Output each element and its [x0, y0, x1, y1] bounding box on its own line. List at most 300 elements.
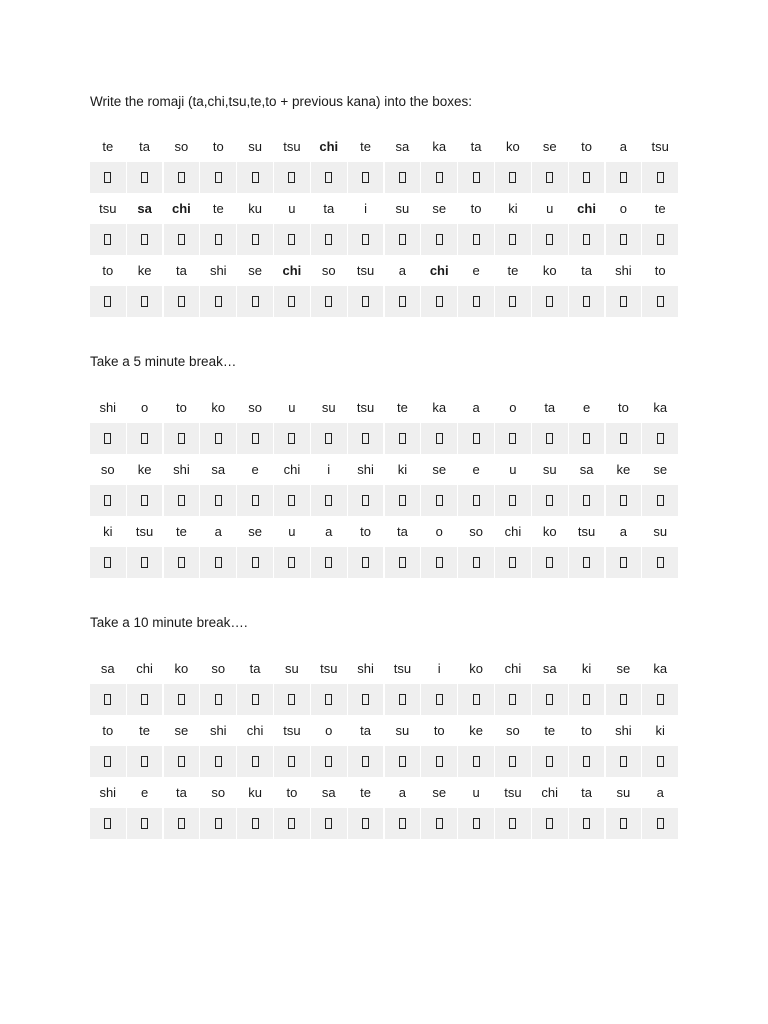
empty-box-glyph-icon [325, 756, 332, 767]
answer-box-cell[interactable] [274, 423, 310, 454]
empty-box-glyph-icon [546, 495, 553, 506]
romaji-cell: e [127, 777, 163, 808]
empty-box-glyph-icon [509, 557, 516, 568]
answer-box-cell[interactable] [642, 684, 678, 715]
romaji-cell: te [127, 715, 163, 746]
answer-box-cell[interactable] [606, 684, 642, 715]
romaji-cell: u [495, 454, 531, 485]
empty-box-glyph-icon [215, 557, 222, 568]
answer-box-cell[interactable] [348, 286, 384, 317]
empty-box-glyph-icon [252, 433, 259, 444]
empty-box-glyph-icon [620, 557, 627, 568]
answer-box-cell[interactable] [200, 808, 236, 839]
answer-box-cell[interactable] [127, 684, 163, 715]
romaji-cell: shi [200, 255, 236, 286]
answer-box-cell[interactable] [458, 224, 494, 255]
empty-box-glyph-icon [657, 433, 664, 444]
romaji-cell: to [90, 255, 126, 286]
answer-box-cell[interactable] [237, 286, 273, 317]
empty-box-glyph-icon [288, 495, 295, 506]
empty-box-glyph-icon [657, 756, 664, 767]
empty-box-glyph-icon [436, 433, 443, 444]
answer-box-cell[interactable] [311, 286, 347, 317]
empty-box-glyph-icon [620, 172, 627, 183]
answer-box-cell[interactable] [90, 423, 126, 454]
answer-box-cell[interactable] [385, 162, 421, 193]
empty-box-glyph-icon [473, 172, 480, 183]
answer-box-cell[interactable] [90, 746, 126, 777]
answer-box-cell[interactable] [200, 162, 236, 193]
answer-box-cell[interactable] [495, 485, 531, 516]
empty-box-glyph-icon [215, 818, 222, 829]
answer-box-cell[interactable] [532, 162, 568, 193]
empty-box-glyph-icon [215, 694, 222, 705]
answer-box-cell[interactable] [237, 162, 273, 193]
answer-box-cell[interactable] [642, 547, 678, 578]
romaji-cell: tsu [569, 516, 605, 547]
answer-box-cell[interactable] [348, 547, 384, 578]
romaji-cell: su [274, 653, 310, 684]
empty-box-glyph-icon [288, 234, 295, 245]
romaji-cell: se [606, 653, 642, 684]
answer-box-cell[interactable] [164, 162, 200, 193]
romaji-cell: o [421, 516, 457, 547]
answer-box-cell[interactable] [642, 485, 678, 516]
answer-box-cell[interactable] [90, 162, 126, 193]
romaji-cell: so [164, 131, 200, 162]
romaji-cell: to [274, 777, 310, 808]
answer-box-cell[interactable] [237, 684, 273, 715]
answer-box-cell[interactable] [200, 547, 236, 578]
romaji-cell: shi [348, 653, 384, 684]
romaji-cell: te [495, 255, 531, 286]
empty-box-glyph-icon [620, 818, 627, 829]
romaji-cell: chi [164, 193, 200, 224]
romaji-cell: tsu [274, 131, 310, 162]
answer-box-cell[interactable] [90, 808, 126, 839]
answer-box-cell[interactable] [569, 423, 605, 454]
answer-box-cell[interactable] [421, 746, 457, 777]
answer-box-cell[interactable] [606, 162, 642, 193]
empty-box-glyph-icon [583, 694, 590, 705]
answer-box-cell[interactable] [458, 423, 494, 454]
answer-box-cell[interactable] [385, 746, 421, 777]
answer-box-cell[interactable] [532, 684, 568, 715]
romaji-cell: to [458, 193, 494, 224]
empty-box-glyph-icon [473, 756, 480, 767]
empty-box-glyph-icon [141, 433, 148, 444]
answer-box-cell[interactable] [458, 808, 494, 839]
answer-box-cell[interactable] [127, 808, 163, 839]
romaji-cell: chi [274, 255, 310, 286]
answer-box-cell[interactable] [311, 684, 347, 715]
answer-box-cell[interactable] [127, 485, 163, 516]
romaji-cell: e [237, 454, 273, 485]
answer-box-cell[interactable] [495, 224, 531, 255]
romaji-cell: u [274, 193, 310, 224]
kana-practice-table [90, 653, 678, 839]
romaji-cell: se [237, 516, 273, 547]
answer-box-cell[interactable] [495, 286, 531, 317]
answer-box-cell[interactable] [606, 547, 642, 578]
answer-box-cell[interactable] [606, 746, 642, 777]
empty-box-glyph-icon [399, 756, 406, 767]
romaji-cell: shi [90, 777, 126, 808]
answer-box-cell[interactable] [164, 684, 200, 715]
romaji-cell: to [421, 715, 457, 746]
empty-box-glyph-icon [104, 495, 111, 506]
answer-box-cell[interactable] [127, 224, 163, 255]
answer-box-cell[interactable] [458, 162, 494, 193]
romaji-cell: ke [606, 454, 642, 485]
answer-box-cell[interactable] [127, 746, 163, 777]
romaji-cell: ka [642, 392, 678, 423]
romaji-cell: ta [458, 131, 494, 162]
answer-box-cell[interactable] [421, 224, 457, 255]
answer-box-cell[interactable] [606, 423, 642, 454]
answer-box-cell[interactable] [385, 547, 421, 578]
empty-box-glyph-icon [620, 296, 627, 307]
empty-box-glyph-icon [657, 694, 664, 705]
answer-box-cell[interactable] [200, 485, 236, 516]
romaji-cell: so [90, 454, 126, 485]
empty-box-glyph-icon [104, 296, 111, 307]
answer-box-cell[interactable] [237, 423, 273, 454]
empty-box-glyph-icon [215, 172, 222, 183]
answer-box-cell[interactable] [164, 485, 200, 516]
answer-box-cell[interactable] [348, 224, 384, 255]
romaji-cell: so [311, 255, 347, 286]
romaji-cell: a [606, 131, 642, 162]
empty-box-glyph-icon [104, 172, 111, 183]
answer-box-cell[interactable] [569, 162, 605, 193]
empty-box-glyph-icon [141, 296, 148, 307]
answer-box-cell[interactable] [385, 808, 421, 839]
answer-box-cell[interactable] [458, 746, 494, 777]
empty-box-glyph-icon [509, 172, 516, 183]
empty-box-glyph-icon [399, 433, 406, 444]
answer-box-cell[interactable] [421, 808, 457, 839]
romaji-cell: a [385, 255, 421, 286]
answer-box-cell[interactable] [532, 485, 568, 516]
empty-box-glyph-icon [252, 296, 259, 307]
answer-box-cell[interactable] [642, 224, 678, 255]
answer-box-cell[interactable] [606, 286, 642, 317]
empty-box-glyph-icon [473, 694, 480, 705]
answer-box-cell[interactable] [348, 162, 384, 193]
answer-box-cell[interactable] [532, 423, 568, 454]
empty-box-glyph-icon [583, 818, 590, 829]
romaji-cell: ka [421, 392, 457, 423]
answer-box-cell[interactable] [385, 224, 421, 255]
romaji-cell: chi [237, 715, 273, 746]
answer-box-cell[interactable] [495, 746, 531, 777]
answer-box-cell[interactable] [348, 485, 384, 516]
empty-box-glyph-icon [583, 495, 590, 506]
answer-box-cell[interactable] [127, 286, 163, 317]
empty-box-glyph-icon [362, 557, 369, 568]
empty-box-glyph-icon [436, 296, 443, 307]
answer-box-cell[interactable] [606, 485, 642, 516]
empty-box-glyph-icon [104, 557, 111, 568]
answer-box-cell[interactable] [164, 808, 200, 839]
romaji-cell: to [200, 131, 236, 162]
empty-box-glyph-icon [362, 234, 369, 245]
answer-box-cell[interactable] [421, 286, 457, 317]
empty-box-glyph-icon [104, 818, 111, 829]
romaji-cell: o [495, 392, 531, 423]
answer-box-cell[interactable] [200, 286, 236, 317]
romaji-cell: a [311, 516, 347, 547]
answer-box-cell[interactable] [495, 162, 531, 193]
romaji-cell: tsu [495, 777, 531, 808]
romaji-cell: chi [569, 193, 605, 224]
answer-box-cell[interactable] [385, 423, 421, 454]
answer-box-cell[interactable] [569, 746, 605, 777]
answer-box-cell[interactable] [495, 423, 531, 454]
answer-box-cell[interactable] [458, 684, 494, 715]
answer-box-cell[interactable] [164, 286, 200, 317]
empty-box-glyph-icon [252, 495, 259, 506]
answer-box-cell[interactable] [237, 224, 273, 255]
romaji-cell: u [532, 193, 568, 224]
empty-box-glyph-icon [473, 234, 480, 245]
answer-box-cell[interactable] [237, 808, 273, 839]
answer-box-cell[interactable] [311, 162, 347, 193]
empty-box-glyph-icon [546, 694, 553, 705]
answer-box-cell[interactable] [90, 485, 126, 516]
romaji-cell: ki [495, 193, 531, 224]
romaji-cell: e [458, 255, 494, 286]
answer-box-cell[interactable] [90, 224, 126, 255]
romaji-cell: chi [532, 777, 568, 808]
romaji-cell: ta [127, 131, 163, 162]
answer-box-cell[interactable] [495, 547, 531, 578]
answer-box-cell[interactable] [385, 286, 421, 317]
romaji-cell: chi [495, 653, 531, 684]
romaji-cell: te [385, 392, 421, 423]
answer-box-cell[interactable] [311, 808, 347, 839]
answer-box-cell[interactable] [569, 684, 605, 715]
answer-box-cell[interactable] [348, 746, 384, 777]
romaji-cell: chi [311, 131, 347, 162]
romaji-cell: shi [200, 715, 236, 746]
answer-box-cell[interactable] [274, 746, 310, 777]
romaji-cell: se [532, 131, 568, 162]
empty-box-glyph-icon [288, 818, 295, 829]
answer-box-cell[interactable] [532, 547, 568, 578]
answer-box-cell[interactable] [385, 485, 421, 516]
answer-box-cell[interactable] [532, 286, 568, 317]
empty-box-glyph-icon [288, 694, 295, 705]
empty-box-glyph-icon [657, 818, 664, 829]
answer-box-cell[interactable] [274, 162, 310, 193]
empty-box-glyph-icon [657, 172, 664, 183]
romaji-cell: ke [458, 715, 494, 746]
answer-box-cell[interactable] [569, 547, 605, 578]
romaji-cell: te [164, 516, 200, 547]
romaji-cell: se [421, 777, 457, 808]
answer-box-cell[interactable] [200, 224, 236, 255]
answer-box-cell[interactable] [569, 286, 605, 317]
empty-box-glyph-icon [657, 234, 664, 245]
romaji-cell: ku [237, 777, 273, 808]
romaji-cell: chi [495, 516, 531, 547]
answer-box-cell[interactable] [532, 808, 568, 839]
answer-box-cell[interactable] [274, 485, 310, 516]
answer-box-cell[interactable] [237, 746, 273, 777]
romaji-cell: o [606, 193, 642, 224]
empty-box-glyph-icon [325, 234, 332, 245]
empty-box-glyph-icon [657, 495, 664, 506]
romaji-cell: ta [164, 255, 200, 286]
empty-box-glyph-icon [620, 234, 627, 245]
answer-box-cell[interactable] [348, 808, 384, 839]
empty-box-glyph-icon [362, 818, 369, 829]
empty-box-glyph-icon [325, 433, 332, 444]
answer-box-cell[interactable] [311, 224, 347, 255]
answer-box-cell[interactable] [274, 286, 310, 317]
answer-box-cell[interactable] [164, 547, 200, 578]
romaji-cell: ta [569, 255, 605, 286]
romaji-cell: shi [348, 454, 384, 485]
answer-box-cell[interactable] [200, 684, 236, 715]
answer-box-cell[interactable] [237, 547, 273, 578]
answer-box-cell[interactable] [458, 286, 494, 317]
romaji-cell: to [90, 715, 126, 746]
romaji-cell: ko [532, 516, 568, 547]
empty-box-glyph-icon [252, 234, 259, 245]
empty-box-glyph-icon [178, 296, 185, 307]
answer-box-cell[interactable] [200, 746, 236, 777]
empty-box-glyph-icon [252, 756, 259, 767]
answer-box-cell[interactable] [458, 485, 494, 516]
romaji-cell: o [311, 715, 347, 746]
answer-box-cell[interactable] [421, 547, 457, 578]
empty-box-glyph-icon [399, 694, 406, 705]
answer-box-cell[interactable] [569, 808, 605, 839]
answer-box-cell[interactable] [495, 684, 531, 715]
answer-box-cell[interactable] [237, 485, 273, 516]
romaji-cell: tsu [127, 516, 163, 547]
answer-box-cell[interactable] [532, 224, 568, 255]
answer-box-cell[interactable] [606, 808, 642, 839]
romaji-cell: tsu [385, 653, 421, 684]
answer-box-cell[interactable] [311, 547, 347, 578]
romaji-cell: ka [421, 131, 457, 162]
answer-box-cell[interactable] [642, 286, 678, 317]
answer-box-cell[interactable] [421, 423, 457, 454]
empty-box-glyph-icon [215, 495, 222, 506]
answer-box-cell[interactable] [642, 162, 678, 193]
romaji-cell: a [385, 777, 421, 808]
answer-box-cell[interactable] [90, 286, 126, 317]
romaji-cell: te [348, 777, 384, 808]
answer-box-cell[interactable] [274, 808, 310, 839]
answer-box-cell[interactable] [642, 423, 678, 454]
answer-box-cell[interactable] [274, 224, 310, 255]
empty-box-glyph-icon [583, 172, 590, 183]
romaji-cell: su [385, 193, 421, 224]
answer-box-cell[interactable] [458, 547, 494, 578]
answer-box-cell[interactable] [127, 547, 163, 578]
answer-box-cell[interactable] [348, 684, 384, 715]
romaji-cell: ku [237, 193, 273, 224]
answer-box-cell[interactable] [311, 746, 347, 777]
empty-box-glyph-icon [546, 172, 553, 183]
answer-box-cell[interactable] [421, 684, 457, 715]
answer-box-cell[interactable] [421, 485, 457, 516]
empty-box-glyph-icon [436, 818, 443, 829]
break-note-5min: Take a 5 minute break… [90, 354, 237, 369]
romaji-cell: tsu [348, 255, 384, 286]
answer-box-cell[interactable] [642, 746, 678, 777]
empty-box-glyph-icon [546, 756, 553, 767]
romaji-cell: te [200, 193, 236, 224]
answer-box-cell[interactable] [127, 162, 163, 193]
answer-box-cell[interactable] [90, 547, 126, 578]
romaji-cell: tsu [642, 131, 678, 162]
empty-box-glyph-icon [178, 756, 185, 767]
empty-box-glyph-icon [178, 557, 185, 568]
empty-box-glyph-icon [178, 234, 185, 245]
empty-box-glyph-icon [509, 234, 516, 245]
answer-box-cell[interactable] [274, 684, 310, 715]
answer-box-cell[interactable] [274, 547, 310, 578]
answer-box-cell[interactable] [569, 224, 605, 255]
answer-box-cell[interactable] [164, 224, 200, 255]
romaji-cell: ta [311, 193, 347, 224]
empty-box-glyph-icon [473, 557, 480, 568]
empty-box-glyph-icon [620, 495, 627, 506]
answer-box-cell[interactable] [385, 684, 421, 715]
romaji-cell: shi [606, 255, 642, 286]
romaji-cell: shi [164, 454, 200, 485]
answer-box-cell[interactable] [164, 746, 200, 777]
empty-box-glyph-icon [178, 495, 185, 506]
romaji-cell: to [606, 392, 642, 423]
answer-box-cell[interactable] [348, 423, 384, 454]
empty-box-glyph-icon [288, 296, 295, 307]
empty-box-glyph-icon [104, 433, 111, 444]
answer-box-cell[interactable] [642, 808, 678, 839]
answer-box-cell[interactable] [495, 808, 531, 839]
empty-box-glyph-icon [141, 818, 148, 829]
answer-box-cell[interactable] [532, 746, 568, 777]
answer-box-cell[interactable] [421, 162, 457, 193]
romaji-cell: to [569, 131, 605, 162]
romaji-cell: se [421, 193, 457, 224]
empty-box-glyph-icon [546, 557, 553, 568]
empty-box-glyph-icon [473, 296, 480, 307]
answer-box-cell[interactable] [569, 485, 605, 516]
romaji-cell: so [458, 516, 494, 547]
answer-box-cell[interactable] [164, 423, 200, 454]
answer-box-cell[interactable] [200, 423, 236, 454]
empty-box-glyph-icon [362, 495, 369, 506]
answer-box-cell[interactable] [127, 423, 163, 454]
romaji-cell: su [237, 131, 273, 162]
answer-box-cell[interactable] [90, 684, 126, 715]
answer-box-cell[interactable] [311, 485, 347, 516]
romaji-cell: ki [385, 454, 421, 485]
romaji-cell: ta [348, 715, 384, 746]
romaji-cell: sa [90, 653, 126, 684]
romaji-cell: a [642, 777, 678, 808]
romaji-cell: te [532, 715, 568, 746]
answer-box-cell[interactable] [606, 224, 642, 255]
answer-box-cell[interactable] [311, 423, 347, 454]
